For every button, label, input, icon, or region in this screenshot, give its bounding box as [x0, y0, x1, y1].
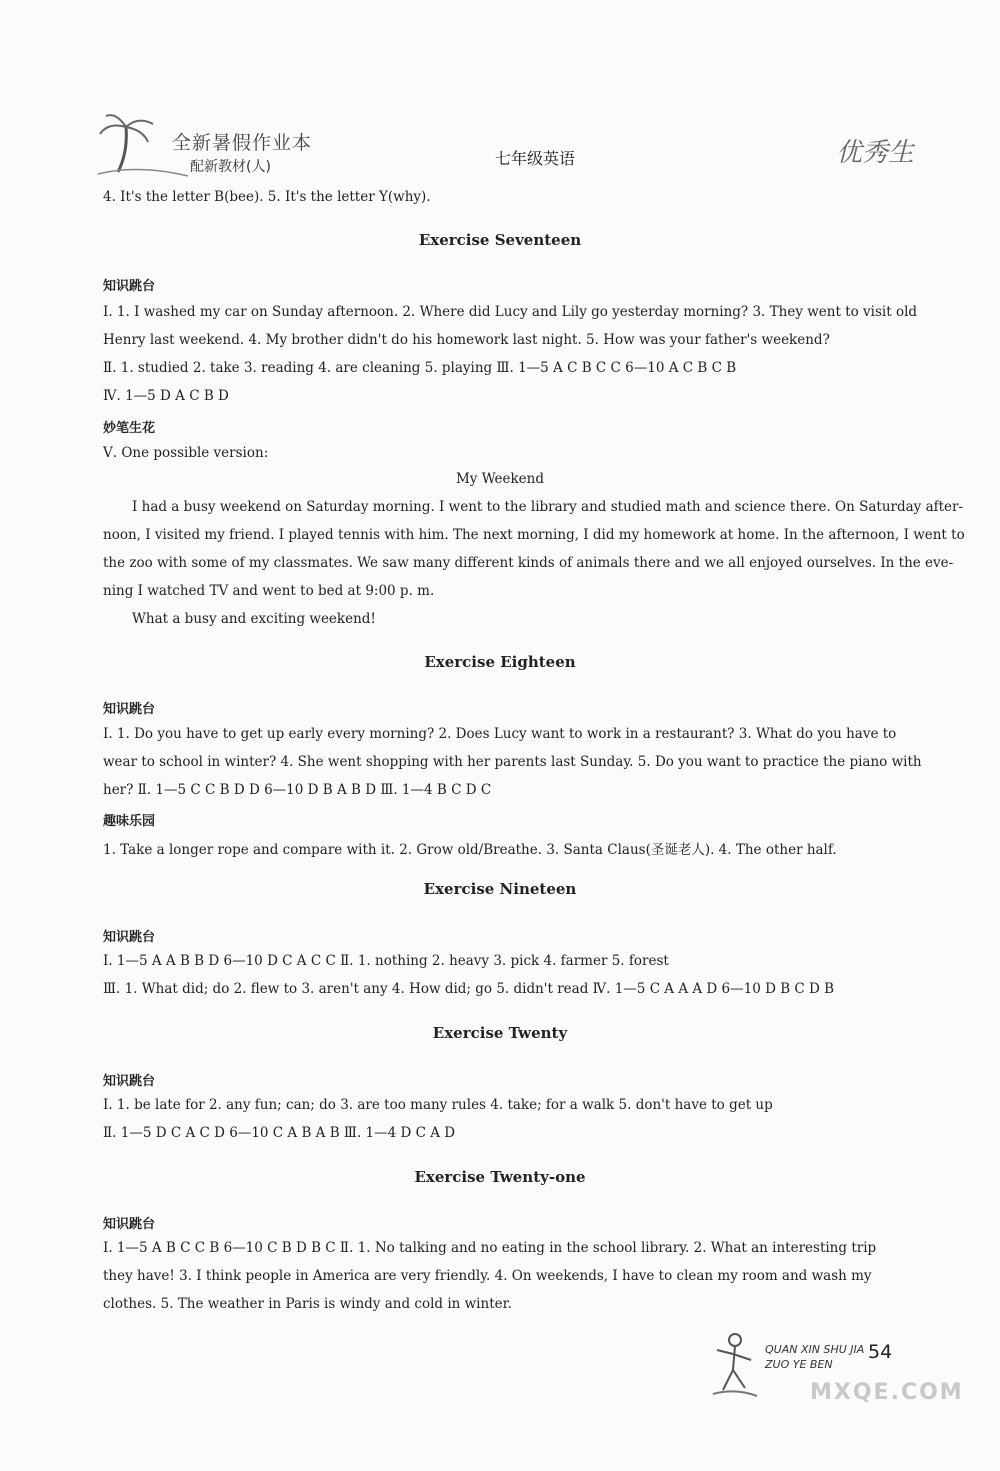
- text-line: Ⅳ. 1—5 D A C B D: [103, 388, 229, 404]
- footer-brand: [765, 1342, 864, 1372]
- grade-title: 七年级英语: [495, 149, 576, 168]
- text-line: Ⅱ. 1. studied 2. take 3. reading 4. are cleaning 5. playing Ⅲ. 1—5 A C B C C 6—10 A C B C B: [103, 360, 737, 376]
- text-line: Ⅰ. 1. be late for 2. any fun; can; do 3. are too many rules 4. take; for a walk 5. don't have to get up: [103, 1097, 773, 1113]
- section-label: 趣味乐园: [103, 814, 156, 829]
- text-line: Ⅰ. 1. I washed my car on Sunday afternoon. 2. Where did Lucy and Lily go yesterday morning? 3. They went to visit old: [103, 304, 918, 320]
- section-label: 知识跳台: [103, 1074, 156, 1089]
- section-label: 知识跳台: [103, 930, 156, 945]
- page-number: 54: [868, 1341, 893, 1363]
- text-line: Ⅰ. 1—5 A A B B D 6—10 D C A C C Ⅱ. 1. nothing 2. heavy 3. pick 4. farmer 5. forest: [103, 953, 669, 969]
- exercise-heading: Exercise Eighteen: [424, 653, 576, 671]
- exercise-heading: Exercise Seventeen: [418, 231, 582, 249]
- text-line: What a busy and exciting weekend!: [132, 611, 376, 627]
- text-line: Ⅲ. 1. What did; do 2. flew to 3. aren't any 4. How did; go 5. didn't read Ⅳ. 1—5 C A A A D 6—10 D B C D B: [103, 981, 835, 997]
- footer-brand-line1: QUAN XIN SHU JIA: [765, 1343, 865, 1356]
- exercise-heading: Exercise Twenty-one: [414, 1168, 586, 1186]
- exercise-heading: Exercise Nineteen: [423, 880, 577, 898]
- text-line: Ⅰ. 1. Do you have to get up early every morning? 2. Does Lucy want to work in a restaurant? 3. What do you have to: [103, 726, 897, 742]
- text-line: Ⅰ. 1—5 A B C C B 6—10 C B D B C Ⅱ. 1. No talking and no eating in the school library. 2. What an interesting trip: [103, 1240, 877, 1256]
- text-line: wear to school in winter? 4. She went shopping with her parents last Sunday. 5. Do you want to practice the piano with: [103, 754, 922, 770]
- series-title: 全新暑假作业本: [172, 132, 313, 154]
- text-line: ning I watched TV and went to bed at 9:00 p. m.: [103, 583, 435, 599]
- text-line: 4. It's the letter B(bee). 5. It's the letter Y(why).: [103, 189, 431, 205]
- text-line: the zoo with some of my classmates. We saw many different kinds of animals there and we all enjoyed ourselves. In the eve-: [103, 555, 954, 571]
- skater-figure-icon: [705, 1330, 765, 1400]
- text-line: Ⅴ. One possible version:: [103, 445, 269, 461]
- section-label: 知识跳台: [103, 1217, 156, 1232]
- watermark: MXQE.COM: [810, 1380, 964, 1405]
- exercise-heading: Exercise Twenty: [432, 1024, 568, 1042]
- text-line: I had a busy weekend on Saturday morning. I went to the library and studied math and science there. On Saturday after-: [132, 499, 964, 515]
- essay-title: My Weekend: [455, 471, 544, 487]
- text-line: her? Ⅱ. 1—5 C C B D D 6—10 D B A B D Ⅲ. 1—4 B C D C: [103, 782, 492, 798]
- section-label: 知识跳台: [103, 702, 156, 717]
- footer-brand-line2: ZUO YE BEN: [765, 1358, 833, 1371]
- text-line: 1. Take a longer rope and compare with it. 2. Grow old/Breathe. 3. Santa Claus(圣诞老人). 4. The other half.: [103, 842, 837, 858]
- section-label: 知识跳台: [103, 279, 156, 294]
- series-subtitle: 配新教材(人): [190, 159, 271, 175]
- text-line: Ⅱ. 1—5 D C A C D 6—10 C A B A B Ⅲ. 1—4 D C A D: [103, 1125, 456, 1141]
- section-label: 妙笔生花: [103, 421, 156, 436]
- text-line: clothes. 5. The weather in Paris is windy and cold in winter.: [103, 1296, 512, 1312]
- brand-logo: 优秀生: [836, 138, 915, 168]
- text-line: noon, I visited my friend. I played tennis with him. The next morning, I did my homework at home. In the afternoon, I went to: [103, 527, 965, 543]
- page-header: [0, 0, 1000, 190]
- text-line: Henry last weekend. 4. My brother didn't do his homework last night. 5. How was your father's weekend?: [103, 332, 830, 348]
- text-line: they have! 3. I think people in America are very friendly. 4. On weekends, I have to clean my room and wash my: [103, 1268, 872, 1284]
